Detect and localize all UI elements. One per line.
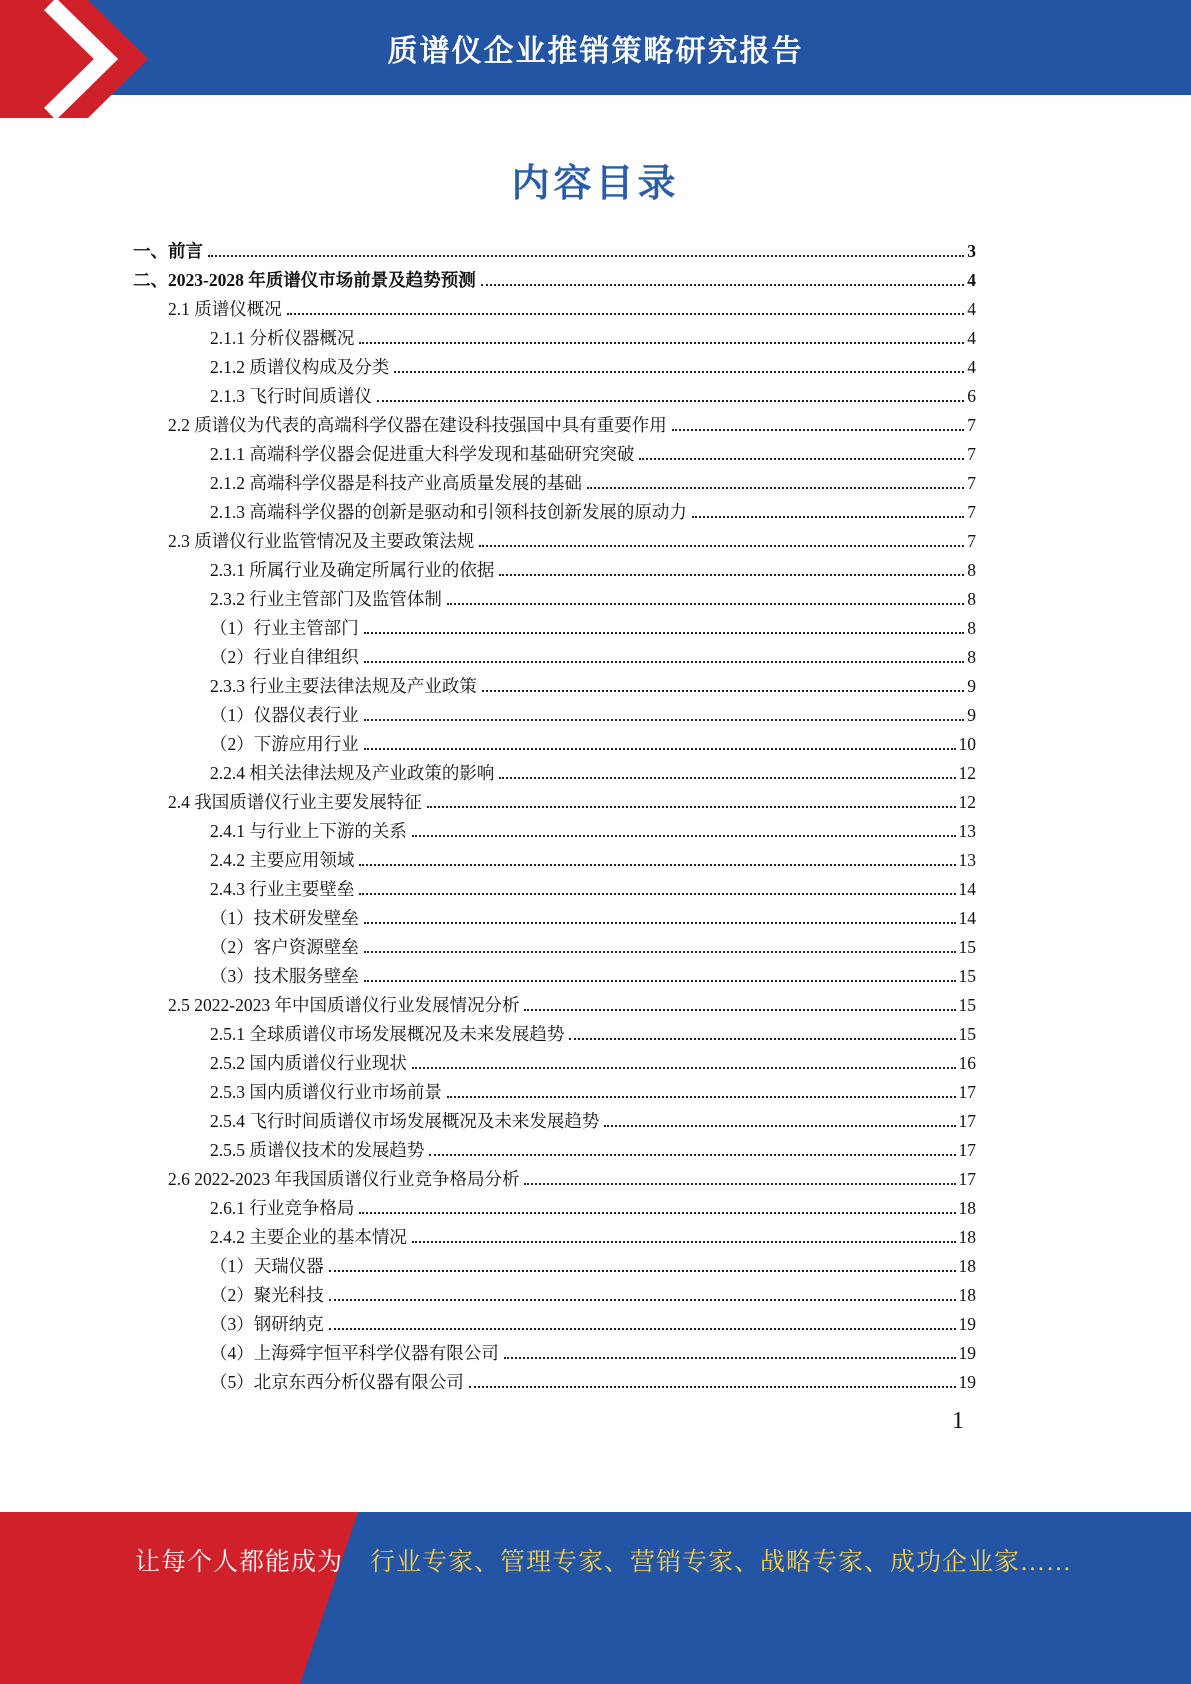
toc-entry [133, 817, 976, 846]
toc-leader-dots [481, 284, 965, 286]
toc-entry [133, 440, 976, 469]
toc-entry-text: 2.2 质谱仪为代表的高端科学仪器在建设科技强国中具有重要作用 [168, 415, 667, 435]
toc-entry-text: 2.1.2 高端科学仪器是科技产业高质量发展的基础 [210, 473, 582, 493]
toc-entry [133, 1339, 976, 1368]
toc-entry-page: 4 [967, 299, 976, 319]
toc-entry-text: 2.3 质谱仪行业监管情况及主要政策法规 [168, 531, 475, 551]
toc-leader-dots [412, 1067, 956, 1069]
toc-entry [133, 527, 976, 556]
toc-entry [133, 1252, 976, 1281]
toc-entry [133, 382, 976, 411]
toc-entry-page: 19 [958, 1343, 976, 1363]
toc-entry-page: 16 [958, 1053, 976, 1073]
toc-entry-page: 15 [958, 937, 976, 957]
toc-entry-text: 2.1 质谱仪概况 [168, 299, 282, 319]
toc-entry-text: 2.1.3 飞行时间质谱仪 [210, 386, 372, 406]
toc-entry-text: （2）行业自律组织 [210, 647, 359, 667]
toc-entry-text: （4）上海舜宇恒平科学仪器有限公司 [210, 1343, 499, 1363]
toc-entry-page: 8 [967, 647, 976, 667]
toc-entry [133, 875, 976, 904]
toc-leader-dots [359, 893, 955, 895]
toc-entry-page: 8 [967, 589, 976, 609]
page-number: 1 [952, 1408, 964, 1434]
toc-entry [133, 411, 976, 440]
toc-entry-page: 12 [958, 763, 976, 783]
page-footer [0, 1512, 1191, 1684]
toc-entry-page: 17 [958, 1169, 976, 1189]
toc-entry [133, 324, 976, 353]
toc-entry-page: 14 [958, 908, 976, 928]
toc-entry-page: 18 [958, 1198, 976, 1218]
toc-entry [133, 730, 976, 759]
toc-leader-dots [447, 603, 964, 605]
toc-entry-page: 17 [958, 1111, 976, 1131]
toc-entry-page: 8 [967, 618, 976, 638]
toc-leader-dots [499, 777, 955, 779]
toc-entry-page: 15 [958, 966, 976, 986]
toc-entry-text: （2）下游应用行业 [210, 734, 359, 754]
toc-leader-dots [469, 1386, 956, 1388]
toc-entry-text: 2.4.2 主要应用领域 [210, 850, 355, 870]
toc-entry [133, 991, 976, 1020]
toc-entry [133, 1136, 976, 1165]
toc-entry-text: 2.4.3 行业主要壁垒 [210, 879, 355, 899]
toc-entry-text: 2.3.3 行业主要法律法规及产业政策 [210, 676, 477, 696]
toc-entry-text: 2.6 2022-2023 年我国质谱仪行业竞争格局分析 [168, 1169, 520, 1189]
toc-leader-dots [364, 719, 965, 721]
toc-entry [133, 1078, 976, 1107]
toc-leader-dots [524, 1009, 955, 1011]
toc-entry-text: （1）天瑞仪器 [210, 1256, 324, 1276]
toc-entry-page: 15 [958, 995, 976, 1015]
toc-entry-text: 2.5.3 国内质谱仪行业市场前景 [210, 1082, 442, 1102]
toc-entry-page: 13 [958, 821, 976, 841]
toc-entry [133, 1194, 976, 1223]
toc-leader-dots [364, 951, 956, 953]
toc-entry-page: 17 [958, 1082, 976, 1102]
toc-entry [133, 1223, 976, 1252]
toc-leader-dots [208, 255, 964, 257]
toc-leader-dots [412, 1241, 956, 1243]
footer-slogan-left: 让每个人都能成为 [135, 1549, 344, 1576]
toc-leader-dots [364, 922, 956, 924]
toc-leader-dots [287, 313, 965, 315]
toc-leader-dots [587, 487, 964, 489]
toc-entry-page: 7 [967, 444, 976, 464]
toc-leader-dots [394, 371, 964, 373]
toc-leader-dots [482, 690, 964, 692]
toc-entry-page: 7 [967, 502, 976, 522]
toc-entry-text: 二、2023-2028 年质谱仪市场前景及趋势预测 [133, 270, 476, 290]
toc-leader-dots [364, 632, 965, 634]
toc-entry-page: 19 [958, 1372, 976, 1392]
toc-entry [133, 237, 976, 266]
toc-entry-text: 2.1.1 分析仪器概况 [210, 328, 355, 348]
toc-leader-dots [504, 1357, 956, 1359]
toc-entry-page: 9 [967, 705, 976, 725]
toc-entry-page: 12 [958, 792, 976, 812]
toc-entry [133, 1310, 976, 1339]
toc-entry-text: 2.5.2 国内质谱仪行业现状 [210, 1053, 407, 1073]
toc-leader-dots [692, 516, 964, 518]
report-title: 质谱仪企业推销策略研究报告 [387, 34, 804, 68]
toc-entry [133, 1368, 976, 1397]
toc-entry-text: （2）聚光科技 [210, 1285, 324, 1305]
toc-entry [133, 585, 976, 614]
toc-entry-text: 2.4.1 与行业上下游的关系 [210, 821, 407, 841]
toc-entry-text: 2.5.4 飞行时间质谱仪市场发展概况及未来发展趋势 [210, 1111, 600, 1131]
toc-entry [133, 643, 976, 672]
toc-entry-page: 7 [967, 415, 976, 435]
toc-entry-text: 2.5 2022-2023 年中国质谱仪行业发展情况分析 [168, 995, 520, 1015]
toc-entry-text: 2.4 我国质谱仪行业主要发展特征 [168, 792, 422, 812]
footer-red-band [0, 1512, 365, 1684]
toc-leader-dots [359, 1212, 955, 1214]
toc-entry-page: 18 [958, 1285, 976, 1305]
toc-entry-text: 2.2.4 相关法律法规及产业政策的影响 [210, 763, 495, 783]
toc-entry [133, 788, 976, 817]
toc-leader-dots [359, 342, 964, 344]
report-header [0, 0, 1191, 95]
toc-entry-text: （3）钢研纳克 [210, 1314, 324, 1334]
toc-leader-dots [479, 545, 964, 547]
toc-entry-page: 17 [958, 1140, 976, 1160]
toc-entry-text: （1）行业主管部门 [210, 618, 359, 638]
toc-entry-page: 4 [967, 357, 976, 377]
toc-entry-text: 2.6.1 行业竞争格局 [210, 1198, 355, 1218]
toc-entry-text: （3）技术服务壁垒 [210, 966, 359, 986]
toc-entry-page: 4 [967, 270, 976, 290]
toc-entry-page: 8 [967, 560, 976, 580]
toc-entry [133, 556, 976, 585]
toc-entry-text: 2.4.2 主要企业的基本情况 [210, 1227, 407, 1247]
toc-entry [133, 672, 976, 701]
toc-entry-page: 3 [967, 241, 976, 261]
toc-leader-dots [499, 574, 964, 576]
toc-leader-dots [429, 1154, 955, 1156]
toc-entry-page: 14 [958, 879, 976, 899]
toc-entry [133, 1049, 976, 1078]
toc-entry [133, 759, 976, 788]
toc-leader-dots [427, 806, 956, 808]
toc-entry-text: 2.5.5 质谱仪技术的发展趋势 [210, 1140, 425, 1160]
toc-entry [133, 846, 976, 875]
toc-entry [133, 1020, 976, 1049]
toc-entry-text: （2）客户资源壁垒 [210, 937, 359, 957]
toc-entry-page: 10 [958, 734, 976, 754]
toc-leader-dots [569, 1038, 955, 1040]
footer-slogan-right: 行业专家、管理专家、营销专家、战略专家、成功企业家…… [370, 1549, 1073, 1576]
toc-entry-page: 4 [967, 328, 976, 348]
toc-entry-page: 6 [967, 386, 976, 406]
toc-entry-text: 2.1.3 高端科学仪器的创新是驱动和引领科技创新发展的原动力 [210, 502, 687, 522]
toc-leader-dots [329, 1328, 956, 1330]
toc-entry-page: 7 [967, 531, 976, 551]
toc-leader-dots [377, 400, 964, 402]
toc-entry [133, 1107, 976, 1136]
toc-leader-dots [364, 748, 956, 750]
toc-entry-text: 2.1.1 高端科学仪器会促进重大科学发现和基础研究突破 [210, 444, 635, 464]
toc-entry [133, 1165, 976, 1194]
toc-entry [133, 469, 976, 498]
toc-leader-dots [639, 458, 964, 460]
toc-entry-text: 2.3.2 行业主管部门及监管体制 [210, 589, 442, 609]
toc-entry-text: 一、前言 [133, 241, 203, 261]
toc-entry-text: 2.3.1 所属行业及确定所属行业的依据 [210, 560, 495, 580]
toc-entry-text: （5）北京东西分析仪器有限公司 [210, 1372, 464, 1392]
toc-entry-page: 19 [958, 1314, 976, 1334]
toc-entry-page: 9 [967, 676, 976, 696]
toc-leader-dots [329, 1299, 956, 1301]
toc-leader-dots [364, 980, 956, 982]
toc-leader-dots [329, 1270, 956, 1272]
toc-entry-text: 2.1.2 质谱仪构成及分类 [210, 357, 390, 377]
toc-list [133, 237, 976, 1397]
toc-entry-text: （1）仪器仪表行业 [210, 705, 359, 725]
toc-entry-page: 13 [958, 850, 976, 870]
toc-entry-page: 18 [958, 1227, 976, 1247]
toc-entry [133, 353, 976, 382]
toc-entry [133, 295, 976, 324]
toc-entry [133, 933, 976, 962]
red-chevron-arrow-icon [0, 0, 152, 118]
toc-entry [133, 266, 976, 295]
toc-entry-page: 15 [958, 1024, 976, 1044]
toc-entry [133, 614, 976, 643]
toc-entry-page: 18 [958, 1256, 976, 1276]
toc-leader-dots [412, 835, 956, 837]
toc-entry-page: 7 [967, 473, 976, 493]
toc-entry-text: 2.5.1 全球质谱仪市场发展概况及未来发展趋势 [210, 1024, 565, 1044]
toc-leader-dots [364, 661, 965, 663]
toc-leader-dots [672, 429, 965, 431]
toc-title: 内容目录 [511, 163, 680, 205]
toc-entry [133, 1281, 976, 1310]
toc-leader-dots [447, 1096, 956, 1098]
toc-leader-dots [359, 864, 955, 866]
toc-entry [133, 962, 976, 991]
toc-entry [133, 498, 976, 527]
toc-entry [133, 701, 976, 730]
toc-leader-dots [524, 1183, 955, 1185]
toc-leader-dots [604, 1125, 955, 1127]
toc-entry-text: （1）技术研发壁垒 [210, 908, 359, 928]
toc-entry [133, 904, 976, 933]
